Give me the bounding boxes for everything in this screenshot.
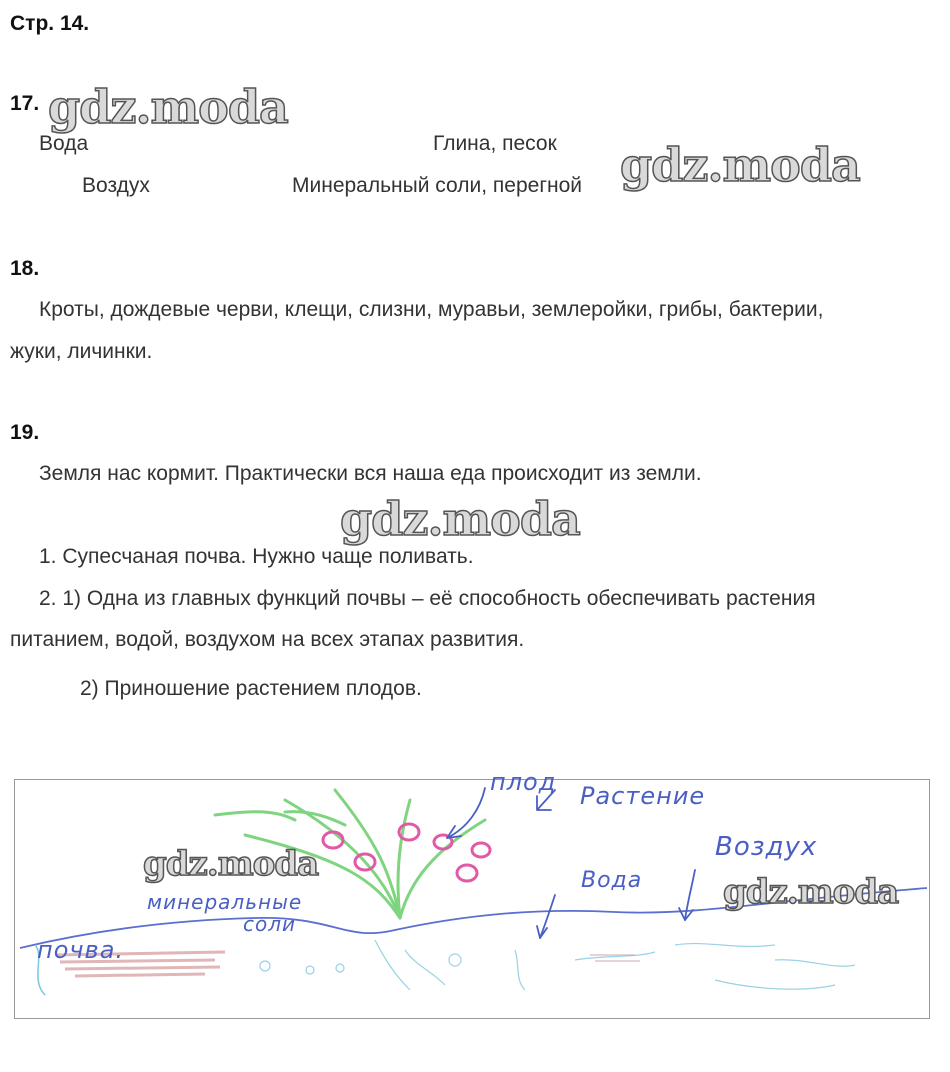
ex17-left-1: Вода — [39, 132, 89, 155]
watermark-3 — [340, 492, 580, 546]
exercise-19-number: 19. — [10, 421, 40, 444]
ex19-item-2-sub: 2) Приношение растением плодов. — [80, 677, 422, 700]
label-minerals-2: соли — [243, 912, 297, 936]
ex19-item-1: 1. Супесчаная почва. Нужно чаще поливать. — [39, 545, 474, 568]
underground-details — [260, 940, 855, 990]
ex17-left-2: Воздух — [82, 174, 150, 197]
exercise-17-number: 17. — [10, 92, 40, 115]
ex19-item-2-line-2: питанием, водой, воздухом на всех этапах развития. — [10, 628, 525, 651]
watermark-2 — [620, 138, 860, 192]
watermark-5 — [723, 872, 898, 912]
label-plant: Растение — [580, 782, 706, 810]
label-air: Воздух — [715, 832, 818, 862]
watermark-text: gdz.moda — [48, 80, 288, 134]
page-header: Стр. 14. — [10, 12, 90, 35]
ex19-item-2-line-1: 2. 1) Одна из главных функций почвы – её способность обеспечивать растения — [39, 587, 816, 610]
label-soil: почва. — [37, 936, 125, 964]
ex18-line-1: Кроты, дождевые черви, клещи, слизни, муравьи, землеройки, грибы, бактерии, — [39, 298, 824, 321]
ex17-right-1: Глина, песок — [433, 132, 557, 155]
watermark-1 — [48, 80, 288, 134]
label-water: Вода — [581, 868, 643, 893]
ex18-line-2: жуки, личинки. — [10, 340, 153, 363]
watermark-text: gdz.moda — [620, 138, 860, 192]
watermark-text: gdz.moda — [723, 872, 899, 912]
exercise-18-number: 18. — [10, 257, 40, 280]
ex19-line-1: Земля нас кормит. Практически вся наша еда происходит из земли. — [39, 462, 702, 485]
watermark-text: gdz.moda — [143, 844, 319, 884]
soil-drawing — [14, 768, 930, 1019]
label-fruit: плод — [490, 768, 557, 796]
watermark-4 — [143, 844, 318, 884]
watermark-text: gdz.moda — [340, 492, 580, 546]
ex17-right-2: Минеральный соли, перегной — [292, 174, 582, 197]
label-minerals-1: минеральные — [147, 890, 303, 914]
arrow-water — [540, 895, 555, 938]
